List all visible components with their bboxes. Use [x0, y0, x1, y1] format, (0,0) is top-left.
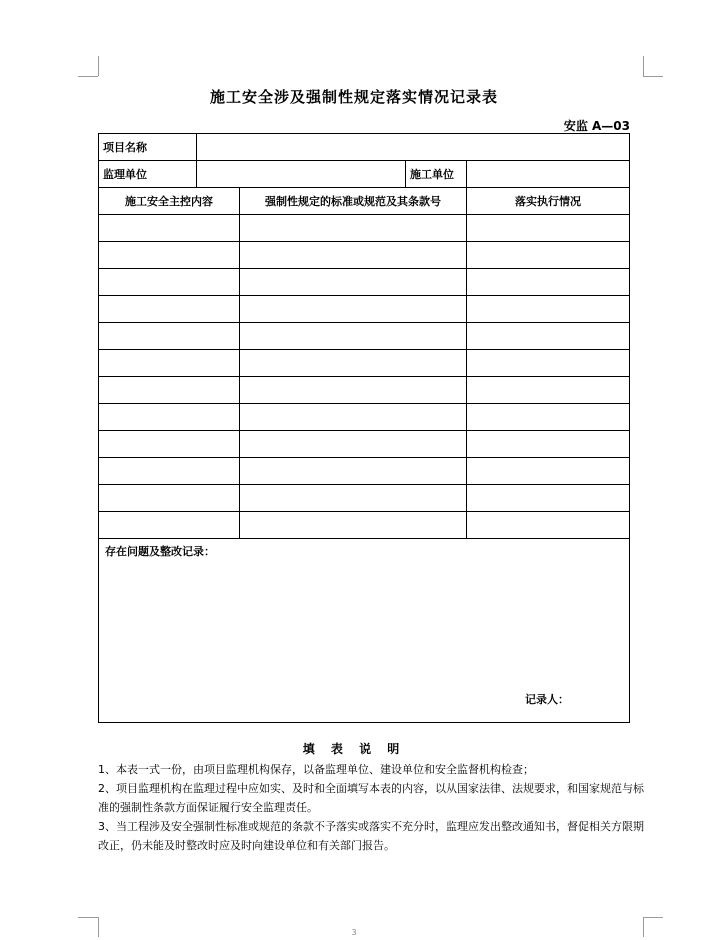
table-row	[99, 350, 630, 377]
project-name-field[interactable]	[197, 134, 630, 161]
table-cell[interactable]	[99, 215, 240, 242]
table-cell[interactable]	[467, 269, 630, 296]
table-row	[99, 242, 630, 269]
construction-unit-field[interactable]	[467, 161, 630, 188]
table-row	[99, 296, 630, 323]
column-header: 强制性规定的标准或规范及其条款号	[240, 188, 467, 215]
table-cell[interactable]	[467, 296, 630, 323]
units-row	[99, 161, 630, 188]
table-cell[interactable]	[467, 377, 630, 404]
table-row	[99, 269, 630, 296]
page-number: 3	[351, 928, 357, 937]
table-cell[interactable]	[240, 458, 467, 485]
table-row	[99, 431, 630, 458]
crop-mark	[643, 76, 663, 77]
table-cell[interactable]	[240, 296, 467, 323]
table-cell[interactable]	[240, 269, 467, 296]
table-cell[interactable]	[99, 377, 240, 404]
table-cell[interactable]	[99, 512, 240, 539]
form-code: 安监 A—03	[563, 119, 630, 133]
issues-record-area[interactable]	[99, 539, 630, 723]
table-cell[interactable]	[240, 512, 467, 539]
table-cell[interactable]	[99, 431, 240, 458]
table-cell[interactable]	[467, 485, 630, 512]
project-name-row	[99, 134, 630, 161]
crop-mark	[78, 917, 98, 918]
instruction-item: 3、当工程涉及安全强制性标准或规范的条款不予落实或落实不充分时，监理应发出整改通知书，督促相关方限期改正，仍未能及时整改时应及时向建设单位和有关部门报告。	[98, 820, 644, 852]
table-cell[interactable]	[467, 404, 630, 431]
crop-mark	[98, 56, 99, 76]
supervision-unit-label: 监理单位	[99, 161, 197, 188]
table-cell[interactable]	[240, 431, 467, 458]
table-cell[interactable]	[467, 458, 630, 485]
table-row	[99, 458, 630, 485]
table-cell[interactable]	[99, 296, 240, 323]
instructions	[98, 760, 646, 855]
record-table	[98, 133, 630, 723]
instruction-item: 1、本表一式一份，由项目监理机构保存，以备监理单位、建设单位和安全监督机构检查；	[98, 763, 534, 776]
table-row	[99, 215, 630, 242]
column-header: 施工安全主控内容	[99, 188, 240, 215]
table-cell[interactable]	[467, 431, 630, 458]
table-row	[99, 404, 630, 431]
table-cell[interactable]	[467, 215, 630, 242]
table-cell[interactable]	[99, 242, 240, 269]
table-cell[interactable]	[99, 323, 240, 350]
supervision-unit-field[interactable]	[197, 161, 406, 188]
table-cell[interactable]	[467, 512, 630, 539]
table-row	[99, 323, 630, 350]
issues-label: 存在问题及整改记录：	[105, 545, 215, 558]
table-cell[interactable]	[467, 323, 630, 350]
table-cell[interactable]	[99, 269, 240, 296]
table-cell[interactable]	[99, 458, 240, 485]
table-cell[interactable]	[240, 215, 467, 242]
column-header: 落实执行情况	[467, 188, 630, 215]
table-row	[99, 485, 630, 512]
construction-unit-label: 施工单位	[406, 161, 467, 188]
instruction-item: 2、项目监理机构在监理过程中应如实、及时和全面填写本表的内容，以从国家法律、法规要求，和国家规范与标准的强制性条款方面保证履行安全监理责任。	[98, 782, 644, 814]
table-cell[interactable]	[99, 350, 240, 377]
recorder-label: 记录人：	[525, 693, 569, 706]
document-title: 施工安全涉及强制性规定落实情况记录表	[209, 88, 498, 106]
instructions-title: 填 表 说 明	[302, 742, 406, 756]
table-row	[99, 377, 630, 404]
table-cell[interactable]	[240, 323, 467, 350]
table-cell[interactable]	[240, 377, 467, 404]
table-cell[interactable]	[467, 242, 630, 269]
crop-mark	[643, 56, 644, 76]
column-header-row	[99, 188, 630, 215]
table-cell[interactable]	[99, 485, 240, 512]
crop-mark	[643, 917, 663, 918]
crop-mark	[78, 76, 98, 77]
table-cell[interactable]	[99, 404, 240, 431]
project-name-label: 项目名称	[99, 134, 197, 161]
table-cell[interactable]	[240, 242, 467, 269]
table-cell[interactable]	[240, 404, 467, 431]
issues-row	[99, 539, 630, 723]
table-cell[interactable]	[240, 485, 467, 512]
table-cell[interactable]	[240, 350, 467, 377]
table-row	[99, 512, 630, 539]
table-cell[interactable]	[467, 350, 630, 377]
